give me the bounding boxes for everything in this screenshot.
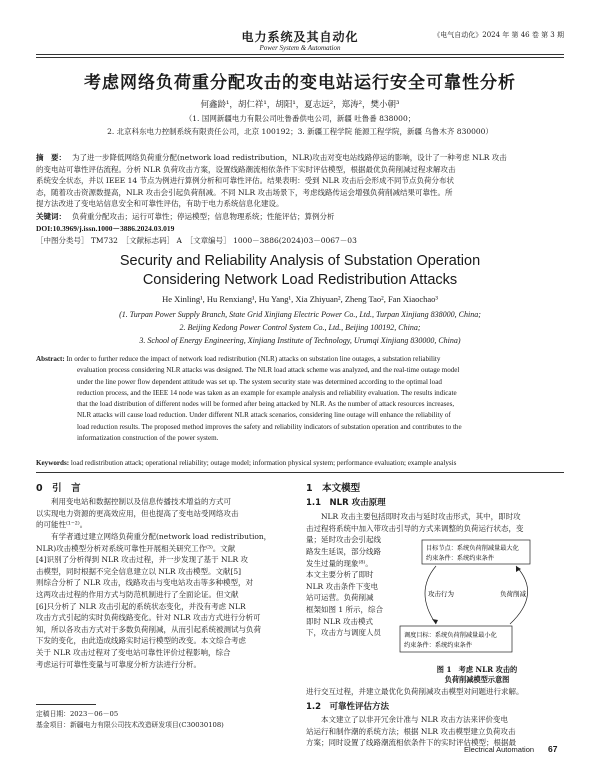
keywords-en-text: load redistribution attack; operational reliability; outage model; information physical system; performance evaluation; example analysis [70, 459, 457, 467]
abstract-en-line: NLR attacks will cause load reduction. Under different NLR attack scenarios, considering line outage will enhance the reliability of [77, 411, 451, 420]
keywords-cn-label: 关键词： [36, 212, 66, 221]
abstract-en-line: reduction process, and the IEEE 14 node was taken as an example for example analysis and reliability evaluation. The results indicate [77, 388, 457, 397]
nlr-line: 击过程将系统中加入带攻击引导的方式来调整的负荷运行状态，变 [306, 523, 524, 533]
abstract-en-line: load reduction results. The proposed method improves the safety and reliability indicators of substation operation and contributes to the [77, 422, 462, 431]
nlr-line: NLR 攻击主要包括即时攻击与延时攻击形式，其中，即时攻 [306, 512, 521, 521]
paper-title-en-line: Considering Network Load Redistribution Attacks [142, 272, 458, 288]
affiliation-en-3: 3. School of Energy Engineering, Xinjiang Institute of Technology, Urumqi Xinjiang 830000, China) [139, 336, 461, 345]
abstract-cn-line: 态，随着攻击资源数提高，NLR 攻击会引起负荷削减。不同 NLR 攻击场景下，考虑线路传运会增强负荷削减结果可靠性。所 [36, 187, 453, 197]
intro-line: 利用变电站和数据控制以及信息传播技术增益的方式可 [36, 497, 231, 506]
fund-info: 基金项目：新疆电力有限公司技术改造研发项目(C30030108) [36, 721, 224, 729]
journal-section-title-en: Power System & Automation [259, 44, 341, 52]
abstract-en [36, 354, 564, 444]
intro-line: [6]只分析了 NLR 攻击引起的系统状态变化，并没有考虑 NLR [36, 601, 246, 611]
section-rule [36, 472, 564, 473]
paper-title-en [0, 252, 600, 290]
abstract-en-line: In order to further reduce the impact of network load redistribution (NLR) attacks on substation line outages, a substation reliability [66, 355, 441, 363]
nlr-line: 即时 NLR 攻击模式 [306, 616, 373, 626]
subsection-title-nlr: 1.1 NLR 攻击原理 [306, 498, 386, 508]
intro-paragraph-1 [36, 496, 294, 531]
intro-line: 有学者通过建立网络负荷重分配(network load redistribution， [36, 532, 272, 541]
attacker-box-line-2: 约束条件：系统约束条件 [426, 555, 495, 562]
abstract-en-label: Abstract: [36, 355, 65, 363]
authors-cn: 何鑫龄¹，胡仁祥¹，胡阳¹，夏志远²，郑涛²，樊小朝³ [200, 100, 400, 110]
intro-line: 关于 NLR 攻击过程对了变电站可靠性评价过程影响，综合 [36, 647, 231, 657]
affiliation-en-1: (1. Turpan Power Supply Branch, State Grid Xinjiang Electric Power Co., Ltd., Turpan Xinjiang 838000, China; [119, 310, 481, 319]
intro-line: 击模型，同时根据不完全信息建立以 NLR 攻击模型。文献[5] [36, 566, 242, 576]
dispatcher-box-line-2: 约束条件：系统约束条件 [404, 642, 473, 649]
section-title-model: 1 本文模型 [306, 483, 361, 494]
evaluation-line: 方案；同时设置了线路潮流相依条件下的实时评估模型；根据最 [306, 738, 516, 748]
intro-line: 则综合分析了 NLR 攻击，线路攻击与变电站攻击等多种模型，对 [36, 578, 253, 588]
affiliation-cn-2: 2. 北京科东电力控制系统有限责任公司，北京 100192；3. 新疆工程学院 能源工程学院，新疆 乌鲁木齐 830000） [107, 127, 493, 136]
footnote-rule [36, 704, 96, 705]
figure-caption-line: 图 1 考虑 NLR 攻击的 [436, 665, 518, 674]
evaluation-paragraph-hidden [306, 737, 516, 749]
abstract-cn-line: 系统安全状态，并以 IEEE 14 节点为例进行算例分析和可靠性评估。结果表明：受到 NLR 攻击后会形成不同节点负荷分布状 [36, 176, 455, 186]
authors-en: He Xinling¹, Hu Renxiang¹, Hu Yang¹, Xia Zhiyuan², Zheng Tao², Fan Xiaochao³ [162, 294, 438, 304]
intro-line: 的可能性⁽¹⁻²⁾。 [36, 520, 88, 530]
dispatcher-box-line-1: 调度目标：系统负荷削减量最小化 [404, 632, 497, 639]
nlr-line: 框架如图 1 所示，综合 [306, 604, 384, 614]
footer-journal: Electrical Automation [464, 745, 535, 754]
attack-label: 攻击行为 [428, 590, 454, 598]
intro-line: [4]识别了分析得到 NLR 攻击过程，并一步发现了基于 NLR 攻 [36, 555, 249, 565]
page-number: 67 [548, 744, 558, 754]
intro-line: 考虑运行可靠性变量与可靠度分析方法进行分析。 [36, 659, 201, 669]
nlr-line: 量；延时攻击会引起线 [306, 535, 381, 545]
shedding-label: 负荷削减 [500, 590, 526, 598]
nlr-line: 站可运营。负荷削减 [306, 593, 374, 603]
abstract-cn-line: 提方法改进了变电站信息安全和可靠性评估，有助于电力系统信息化建设。 [36, 199, 284, 209]
abstract-en-line: that the load distribution of different nodes will be formed after being attacked by NLR. As the number of attack resources increases, [77, 400, 455, 409]
journal-section-title: 电力系统及其自动化 [241, 30, 359, 44]
nlr-line: 发生过量的现象⁽⁸⁾。 [306, 558, 373, 568]
paper-title-en-line: Security and Reliability Analysis of Substation Operation [119, 253, 481, 269]
header-rule [36, 54, 564, 55]
keywords-en [36, 458, 564, 469]
intro-line: 以实现电力资源的更高效应用，但也提高了变电站受网络攻击 [36, 508, 239, 518]
issue-info: 《电气自动化》2024 年 第 46 卷 第 3 期 [433, 31, 564, 39]
intro-line: 知，所以各攻击方式对于多数负荷削减，从而引起系统被测试与负荷 [36, 624, 261, 634]
subsection-title-evaluation: 1.2 可靠性评估方法 [306, 702, 390, 712]
nlr-tail: 进行交互过程，并建立最优化负荷削减攻击模型对问题进行求解。 [306, 687, 524, 696]
section-title-introduction: 0 引 言 [36, 483, 81, 494]
abstract-cn-label: 摘 要： [36, 153, 66, 162]
evaluation-line: 本文建立了以非开冗余计准与 NLR 攻击方法来评价变电 [306, 715, 508, 724]
keywords-en-label: Keywords: [36, 459, 70, 467]
attacker-box-line-1: 目标节点：系统负荷削减量最大化 [426, 545, 519, 552]
doi: DOI:10.3969/j.issn.1000－3886.2024.03.019 [36, 224, 175, 233]
figure-1-diagram [392, 532, 562, 660]
figure-1-caption [402, 665, 552, 685]
abstract-en-line: under the line power flow dependent attitude was set up. The system security state was determined according to the optimal load [77, 377, 442, 386]
nlr-wrap-text [306, 546, 388, 639]
keywords-cn: 负荷重分配攻击；运行可靠性；停运模型；信息物理系统；性能评估；算例分析 [72, 212, 335, 221]
intro-line: 攻击方式引起的实时负荷线路变化。针对 NLR 攻击方式进行分析可 [36, 613, 261, 623]
evaluation-line: 站运行和制作潮的系统方法；根据 NLR 攻击模型建立负荷攻击 [306, 726, 516, 736]
nlr-line: 本文主要分析了即时 [306, 570, 374, 580]
intro-line: 下发的变化，由此造成线路实时运行模型的改变。本文综合考虑 [36, 636, 246, 646]
nlr-line: NLR 攻击条件下变电 [306, 581, 379, 591]
evaluation-paragraph [306, 714, 564, 737]
affiliation-cn-1: （1. 国网新疆电力有限公司吐鲁番供电公司，新疆 吐鲁番 838000； [184, 114, 416, 123]
nlr-line: 下，攻击方与调度人员 [306, 628, 381, 638]
intro-line: 这两攻击过程的作用方式与防范机制进行了全面论证。但文献 [36, 589, 239, 599]
abstract-cn-line: 为了进一步降低网络负荷重分配(network load redistribution，NLR)攻击对变电站线路停运的影响，设计了一种考虑 NLR 攻击 [72, 153, 507, 162]
figure-caption-line: 负荷削减模型示意图 [444, 675, 510, 684]
intro-paragraph-2 [36, 531, 294, 670]
header-rule-thin [36, 57, 564, 58]
abstract-cn-line: 的变电站可靠性评估流程。分析 NLR 负荷攻击方案，设置线路潮流相依条件下实时评估模型，根据最优负荷削减过程求解攻击 [36, 164, 456, 174]
abstract-en-line: informatization construction of the power system. [77, 434, 219, 443]
arrow-head-icon [432, 619, 438, 624]
abstract-en-line: evaluation process considering NLR attacks was designed. The NLR load attack scheme was analyzed, and the real-time outage model [77, 366, 460, 375]
intro-line: NLR)攻击模型分析对系统可靠性开展相关研究工作⁽³⁾。文献 [36, 543, 236, 553]
classification: ［中图分类号］ TM732 ［文献标志码］ A ［文章编号］ 1000－3886(2024)03－0067－03 [36, 236, 357, 245]
nlr-line: 路发生延误，部分线路 [306, 547, 381, 556]
paper-title-cn: 考虑网络负荷重分配攻击的变电站运行安全可靠性分析 [84, 73, 516, 93]
received-date: 定稿日期：2023－06－05 [36, 710, 119, 718]
affiliation-en-2: 2. Beijing Kedong Power Control System Co., Ltd., Beijing 100192, China; [179, 323, 421, 332]
